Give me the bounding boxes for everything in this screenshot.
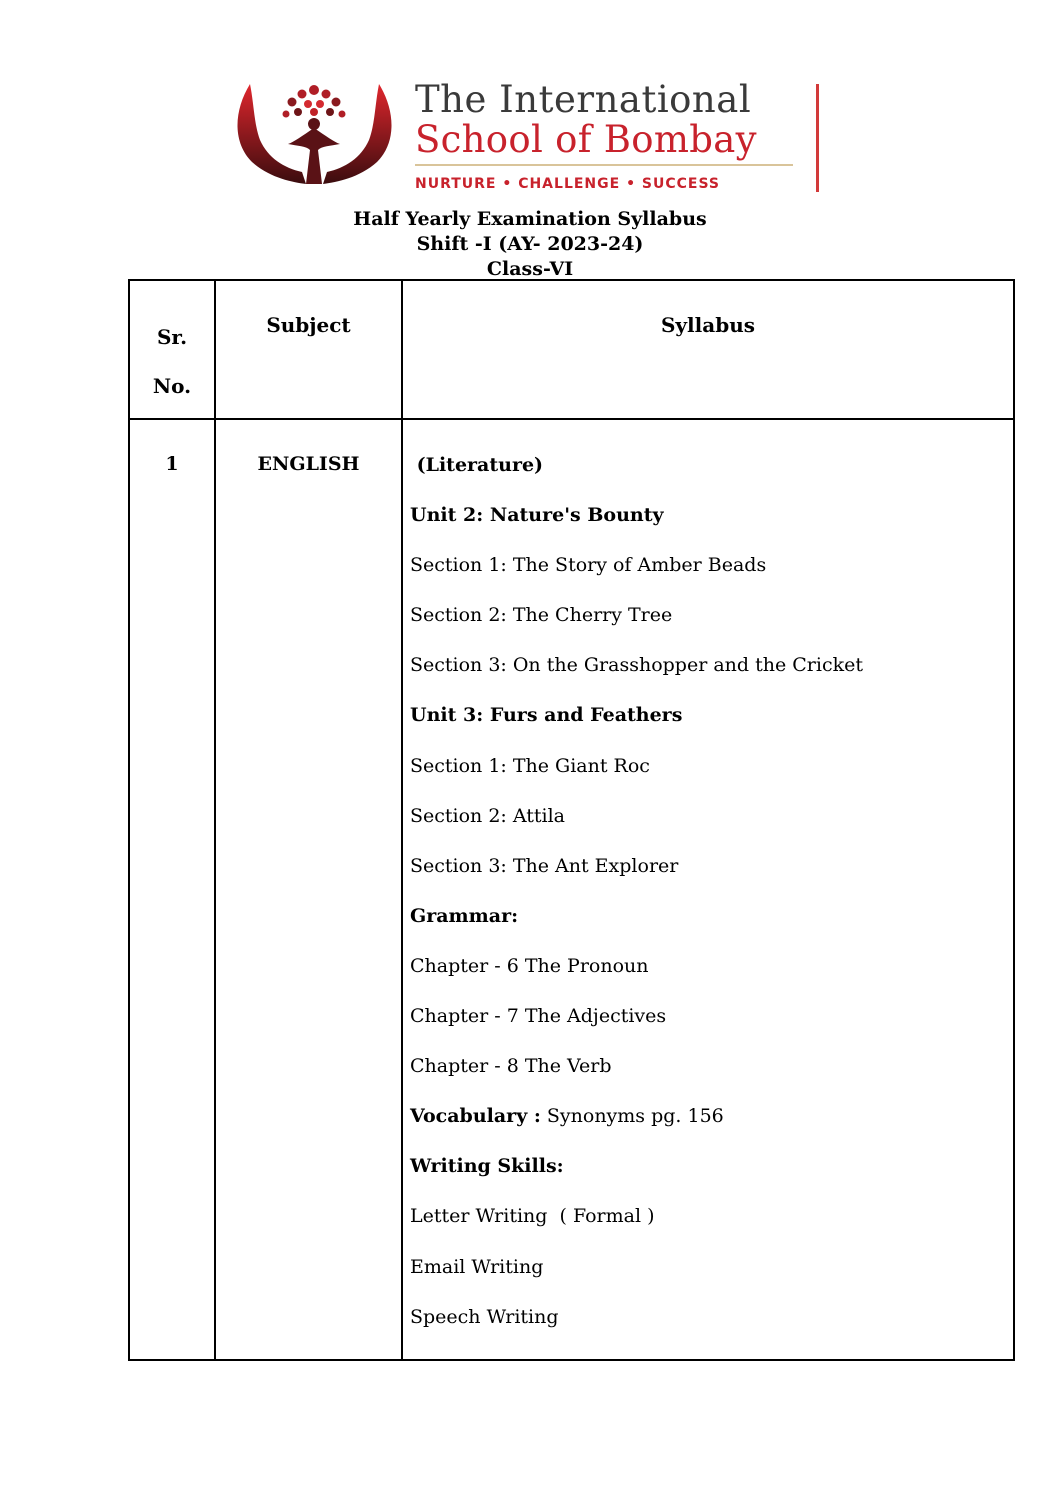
column-divider xyxy=(401,281,403,1359)
list-item: Chapter - 7 The Adjectives xyxy=(410,1005,667,1028)
logo-name-line1: The International xyxy=(415,78,752,121)
school-logo xyxy=(232,78,822,196)
list-item: (Literature) xyxy=(410,454,544,476)
row-sr-number: 1 xyxy=(165,453,179,475)
list-item: Email Writing xyxy=(410,1255,544,1278)
logo-divider xyxy=(415,164,793,166)
list-item xyxy=(410,1091,1000,1141)
logo-name-line2: School of Bombay xyxy=(415,118,757,161)
list-item: Grammar: xyxy=(410,904,519,927)
logo-tagline: NURTURE • CHALLENGE • SUCCESS xyxy=(415,176,720,192)
list-item: Section 1: The Giant Roc xyxy=(410,754,650,777)
list-item: Chapter - 8 The Verb xyxy=(410,1055,612,1078)
lotus-hands-emblem-icon xyxy=(232,80,397,192)
logo-vertical-bar xyxy=(816,84,819,192)
column-header-sr-no xyxy=(130,313,214,411)
document-title: Half Yearly Examination Syllabus xyxy=(353,208,707,230)
vocabulary-value: Synonyms pg. 156 xyxy=(540,1105,724,1128)
list-item: Writing Skills: xyxy=(410,1155,564,1178)
list-item: Letter Writing ( Formal ) xyxy=(410,1205,655,1228)
column-header-subject: Subject xyxy=(266,313,351,337)
list-item: Section 3: The Ant Explorer xyxy=(410,854,679,877)
list-item: Section 1: The Story of Amber Beads xyxy=(410,554,767,577)
list-item: Chapter - 6 The Pronoun xyxy=(410,954,649,977)
sr-label-line2: No. xyxy=(152,374,192,398)
vocabulary-label: Vocabulary : xyxy=(410,1105,541,1128)
syllabus-table xyxy=(128,279,1015,1361)
column-header-syllabus: Syllabus xyxy=(660,313,755,337)
column-divider xyxy=(214,281,216,1359)
list-item: Unit 2: Nature's Bounty xyxy=(410,504,664,527)
syllabus-list xyxy=(410,440,1000,1342)
row-subject: ENGLISH xyxy=(257,453,360,475)
class-heading: Class-VI xyxy=(486,258,574,280)
shift-heading: Shift -I (AY- 2023-24) xyxy=(416,233,644,255)
list-item: Unit 3: Furs and Feathers xyxy=(410,704,683,727)
header-row-divider xyxy=(130,418,1013,420)
list-item: Section 2: The Cherry Tree xyxy=(410,604,673,627)
list-item: Speech Writing xyxy=(410,1305,559,1328)
list-item: Section 2: Attila xyxy=(410,804,565,827)
list-item: Section 3: On the Grasshopper and the Cricket xyxy=(410,654,863,677)
sr-label-line1: Sr. xyxy=(156,325,188,349)
